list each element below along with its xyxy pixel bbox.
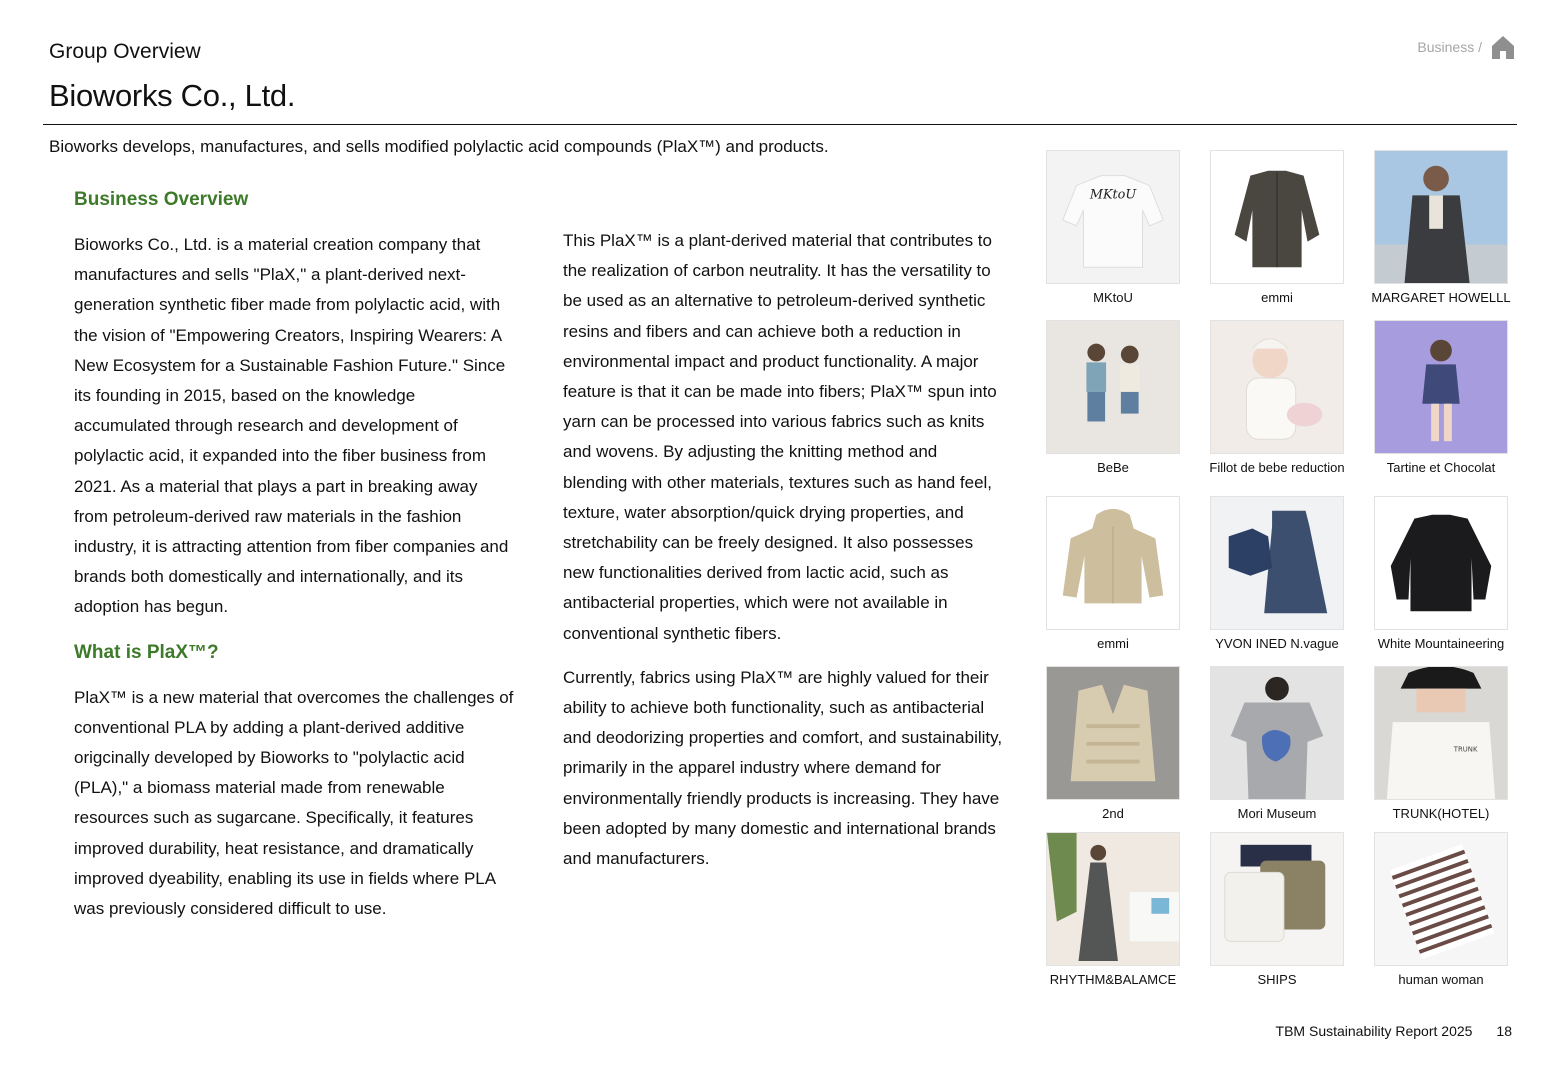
product-tile bbox=[1030, 320, 1196, 475]
product-tile bbox=[1358, 150, 1524, 305]
plax-paragraph-3: Currently, fabrics using PlaX™ are highly valued for their ability to achieve both functionality, such as antibacterial and deodorizing properties and comfort, and sustainability, primarily in the apparel industry where demand for environmentally friendly products is increasing. They have been adopted by many domestic and international brands and manufacturers. bbox=[563, 667, 1003, 869]
woman-in-dark-outfit-photo bbox=[1374, 150, 1508, 284]
white-sweatshirt-photo bbox=[1046, 150, 1180, 284]
product-caption: Mori Museum bbox=[1237, 806, 1317, 821]
product-caption: emmi bbox=[1097, 636, 1129, 651]
product-caption: emmi bbox=[1261, 290, 1293, 305]
white-tee-bucket-hat-photo bbox=[1374, 666, 1508, 800]
product-tile bbox=[1358, 320, 1524, 475]
two-children-photo bbox=[1046, 320, 1180, 454]
product-tile bbox=[1194, 320, 1360, 475]
text-column-left bbox=[74, 182, 514, 924]
product-caption: human woman bbox=[1398, 972, 1484, 987]
breadcrumb-link-business[interactable]: Business / bbox=[1417, 39, 1482, 55]
product-tile bbox=[1358, 666, 1524, 821]
svg-text:TRUNK: TRUNK bbox=[1453, 745, 1478, 754]
product-tile bbox=[1030, 832, 1196, 987]
plax-paragraph-2: This PlaX™ is a plant-derived material that contributes to the realization of carbon neutrality. It has the versatility to be used as an alternative to petroleum-derived synthetic resins and fibers and can achieve both a reduction in environmental impact and product functionality. A major feature is that it can be made into fibers; PlaX™ spun into yarn can be processed into various fabrics such as knits and wovens. By adjusting the knitting method and blending with other materials, textures such as hand feel, texture, water absorption/quick drying properties, and stretchability can be freely designed. It also possesses new functionalities derived from lactic acid, such as antibacterial properties, which were not available in conventional synthetic fibers. bbox=[563, 231, 997, 643]
title-divider bbox=[43, 124, 1517, 125]
report-title: TBM Sustainability Report 2025 bbox=[1275, 1023, 1473, 1039]
business-overview-heading: Business Overview bbox=[74, 189, 249, 210]
product-tile bbox=[1358, 832, 1524, 987]
product-tile bbox=[1194, 496, 1360, 651]
business-overview-paragraph: Bioworks Co., Ltd. is a material creation company that manufactures and sells "PlaX," a plant-derived next-generation synthetic fiber made from polylactic acid, with the vision of "Empowering Creators, Inspiring Wearers: A New Ecosystem for a Sustainable Fashion Future." Since its founding in 2015, based on the knowledge accumulated through research and development of polylactic acid, it expanded into the fiber business from 2021. As a material that plays a part in breaking away from petroleum-derived raw materials in the fashion industry, it is attracting attention from fiber companies and brands both domestically and internationally, and its adoption has begun. bbox=[74, 235, 509, 617]
page-number: 18 bbox=[1496, 1023, 1512, 1039]
beige-hooded-jacket-photo bbox=[1046, 496, 1180, 630]
product-caption: Fillot de bebe reduction bbox=[1209, 460, 1345, 475]
product-tile bbox=[1030, 666, 1196, 821]
product-caption: 2nd bbox=[1102, 806, 1124, 821]
striped-tee-photo bbox=[1374, 832, 1508, 966]
navy-dress-set-photo bbox=[1210, 496, 1344, 630]
folded-garments-photo bbox=[1210, 832, 1344, 966]
product-tile bbox=[1030, 496, 1196, 651]
plax-paragraph-1: PlaX™ is a new material that overcomes the challenges of conventional PLA by adding a plant-derived additive origcinally developed by Bioworks to "polylactic acid (PLA)," a biomass material made from renewable resources such as sugarcane. Specifically, it features improved durability, heat resistance, and dramatically improved dyeability, enabling its use in fields where PLA was previously considered difficult to use. bbox=[74, 687, 514, 919]
page-footer bbox=[1276, 1023, 1512, 1039]
black-sweater-photo bbox=[1374, 496, 1508, 630]
product-tile bbox=[1194, 150, 1360, 305]
product-tile bbox=[1030, 150, 1196, 305]
page-title: Bioworks Co., Ltd. bbox=[49, 78, 296, 113]
home-icon[interactable] bbox=[1490, 34, 1516, 60]
product-caption: MARGARET HOWELLL bbox=[1371, 290, 1511, 305]
cream-knit-vest-photo bbox=[1046, 666, 1180, 800]
product-tile bbox=[1194, 832, 1360, 987]
grey-maxi-dress-photo bbox=[1046, 832, 1180, 966]
product-caption: SHIPS bbox=[1257, 972, 1297, 987]
product-caption: BeBe bbox=[1097, 460, 1129, 475]
product-tile bbox=[1358, 496, 1524, 651]
product-tile bbox=[1194, 666, 1360, 821]
text-column-right bbox=[563, 226, 1003, 874]
baby-in-white-knit-photo bbox=[1210, 320, 1344, 454]
what-is-plax-heading: What is PlaX™? bbox=[74, 641, 219, 663]
product-caption: White Mountaineering bbox=[1377, 636, 1505, 651]
product-caption: RHYTHM&BALAMCE bbox=[1049, 972, 1177, 987]
product-caption: YVON INED N.vague bbox=[1215, 636, 1339, 651]
charcoal-jacket-photo bbox=[1210, 150, 1344, 284]
product-caption: MKtoU bbox=[1093, 290, 1133, 305]
grey-printed-tee-photo bbox=[1210, 666, 1344, 800]
intro-text: Bioworks develops, manufactures, and sells modified polylactic acid compounds (PlaX™) and products. bbox=[49, 137, 829, 156]
product-caption: TRUNK(HOTEL) bbox=[1392, 806, 1490, 821]
section-label: Group Overview bbox=[49, 40, 201, 63]
girl-lilac-background-photo bbox=[1374, 320, 1508, 454]
product-caption: Tartine et Chocolat bbox=[1386, 460, 1496, 475]
svg-text:MKtoU: MKtoU bbox=[1089, 187, 1137, 203]
breadcrumb bbox=[1417, 34, 1516, 60]
